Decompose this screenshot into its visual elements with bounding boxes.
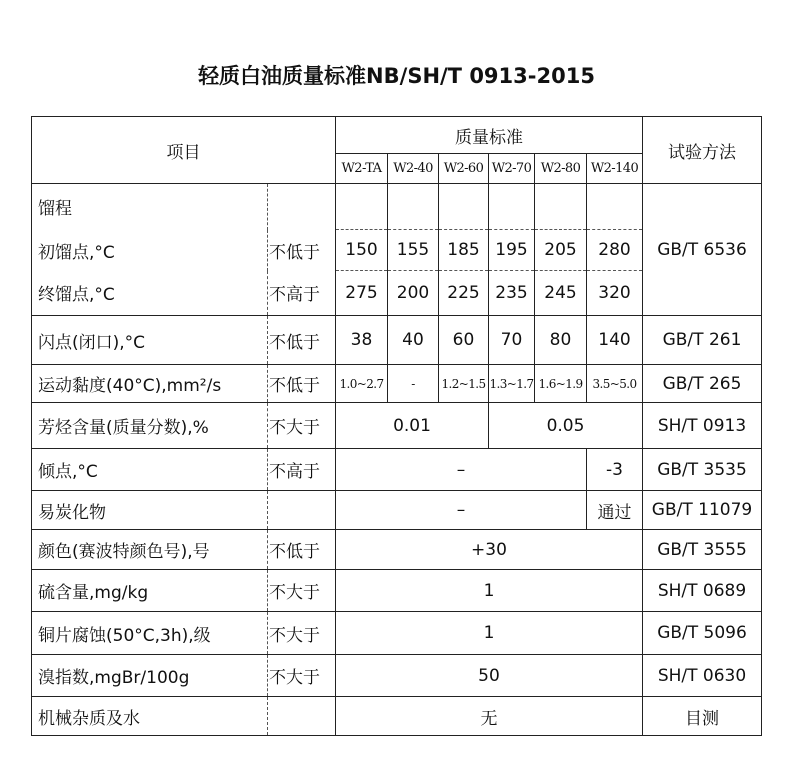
- table-cell: 无: [336, 697, 643, 736]
- table-cell: 320: [587, 271, 643, 316]
- table-cell: 60: [439, 316, 489, 365]
- table-cell: 3.5~5.0: [587, 365, 643, 403]
- table-cell: 70: [489, 316, 535, 365]
- page-title: 轻质白油质量标准NB/SH/T 0913-2015: [198, 64, 595, 88]
- copper-method: GB/T 5096: [643, 612, 762, 655]
- table-cell: 0.05: [489, 403, 643, 449]
- table-cell: 40: [388, 316, 439, 365]
- table-cell: 1.3~1.7: [489, 365, 535, 403]
- grade-label: W2-TA: [336, 154, 388, 184]
- bromine-method: SH/T 0630: [643, 655, 762, 697]
- table-cell: 150: [336, 230, 388, 271]
- grade-label: W2-140: [587, 154, 643, 184]
- table-cell: –: [336, 449, 587, 491]
- table-cell: 140: [587, 316, 643, 365]
- grade-label: W2-60: [439, 154, 489, 184]
- table-cell: 185: [439, 230, 489, 271]
- ibp-limit: 不低于: [268, 230, 336, 271]
- grade-label: W2-70: [489, 154, 535, 184]
- viscosity-method: GB/T 265: [643, 365, 762, 403]
- sulfur-limit: 不大于: [268, 570, 336, 612]
- viscosity-name: 运动黏度(40°C),mm²/s: [32, 365, 268, 403]
- aromatics-method: SH/T 0913: [643, 403, 762, 449]
- table-cell: 0.01: [336, 403, 489, 449]
- color-row: [32, 530, 762, 570]
- flash-method: GB/T 261: [643, 316, 762, 365]
- carbon-name: 易炭化物: [32, 491, 268, 530]
- table-cell: 1: [336, 612, 643, 655]
- color-limit: 不低于: [268, 530, 336, 570]
- table-cell: 245: [535, 271, 587, 316]
- sulfur-method: SH/T 0689: [643, 570, 762, 612]
- sulfur-name: 硫含量,mg/kg: [32, 570, 268, 612]
- header-standard: 质量标准: [336, 117, 643, 154]
- grade-label: W2-80: [535, 154, 587, 184]
- pour-method: GB/T 3535: [643, 449, 762, 491]
- table-cell: 80: [535, 316, 587, 365]
- table-cell: 200: [388, 271, 439, 316]
- table-cell: 38: [336, 316, 388, 365]
- color-name: 颜色(赛波特颜色号),号: [32, 530, 268, 570]
- viscosity-row: [32, 365, 762, 403]
- quality-standard-table: [31, 116, 762, 736]
- table-cell: 50: [336, 655, 643, 697]
- carbon-row: [32, 491, 762, 530]
- carbon-method: GB/T 11079: [643, 491, 762, 530]
- fbp-name: 终馏点,°C: [32, 271, 268, 316]
- copper-name: 铜片腐蚀(50°C,3h),级: [32, 612, 268, 655]
- distillation-method: GB/T 6536: [643, 184, 762, 316]
- table-cell: 195: [489, 230, 535, 271]
- flash-row: [32, 316, 762, 365]
- header-item: 项目: [32, 117, 336, 184]
- table-cell: 275: [336, 271, 388, 316]
- flash-limit: 不低于: [268, 316, 336, 365]
- bromine-name: 溴指数,mgBr/100g: [32, 655, 268, 697]
- table-cell: 205: [535, 230, 587, 271]
- table-cell: 1.0~2.7: [336, 365, 388, 403]
- aromatics-row: [32, 403, 762, 449]
- pour-row: [32, 449, 762, 491]
- table-cell: 155: [388, 230, 439, 271]
- distillation-row: [32, 184, 762, 230]
- table-cell: +30: [336, 530, 643, 570]
- copper-limit: 不大于: [268, 612, 336, 655]
- table-cell: -: [388, 365, 439, 403]
- table-cell: 通过: [587, 491, 643, 530]
- distillation-label: 馏程: [32, 184, 268, 230]
- impurity-row: [32, 697, 762, 736]
- pour-name: 倾点,°C: [32, 449, 268, 491]
- bromine-row: [32, 655, 762, 697]
- fbp-limit: 不高于: [268, 271, 336, 316]
- table-cell: 1: [336, 570, 643, 612]
- ibp-name: 初馏点,°C: [32, 230, 268, 271]
- carbon-limit: [268, 491, 336, 530]
- table-cell: 1.6~1.9: [535, 365, 587, 403]
- viscosity-limit: 不低于: [268, 365, 336, 403]
- aromatics-limit: 不大于: [268, 403, 336, 449]
- table-cell: –: [336, 491, 587, 530]
- sulfur-row: [32, 570, 762, 612]
- table-cell: -3: [587, 449, 643, 491]
- table-cell: 1.2~1.5: [439, 365, 489, 403]
- pour-limit: 不高于: [268, 449, 336, 491]
- table-cell: 225: [439, 271, 489, 316]
- header-row: [32, 117, 762, 154]
- grade-label: W2-40: [388, 154, 439, 184]
- table-cell: 235: [489, 271, 535, 316]
- bromine-limit: 不大于: [268, 655, 336, 697]
- impurity-limit: [268, 697, 336, 736]
- color-method: GB/T 3555: [643, 530, 762, 570]
- copper-row: [32, 612, 762, 655]
- table-cell: 280: [587, 230, 643, 271]
- impurity-method: 目测: [643, 697, 762, 736]
- impurity-name: 机械杂质及水: [32, 697, 268, 736]
- header-method: 试验方法: [643, 117, 762, 184]
- aromatics-name: 芳烃含量(质量分数),%: [32, 403, 268, 449]
- flash-name: 闪点(闭口),°C: [32, 316, 268, 365]
